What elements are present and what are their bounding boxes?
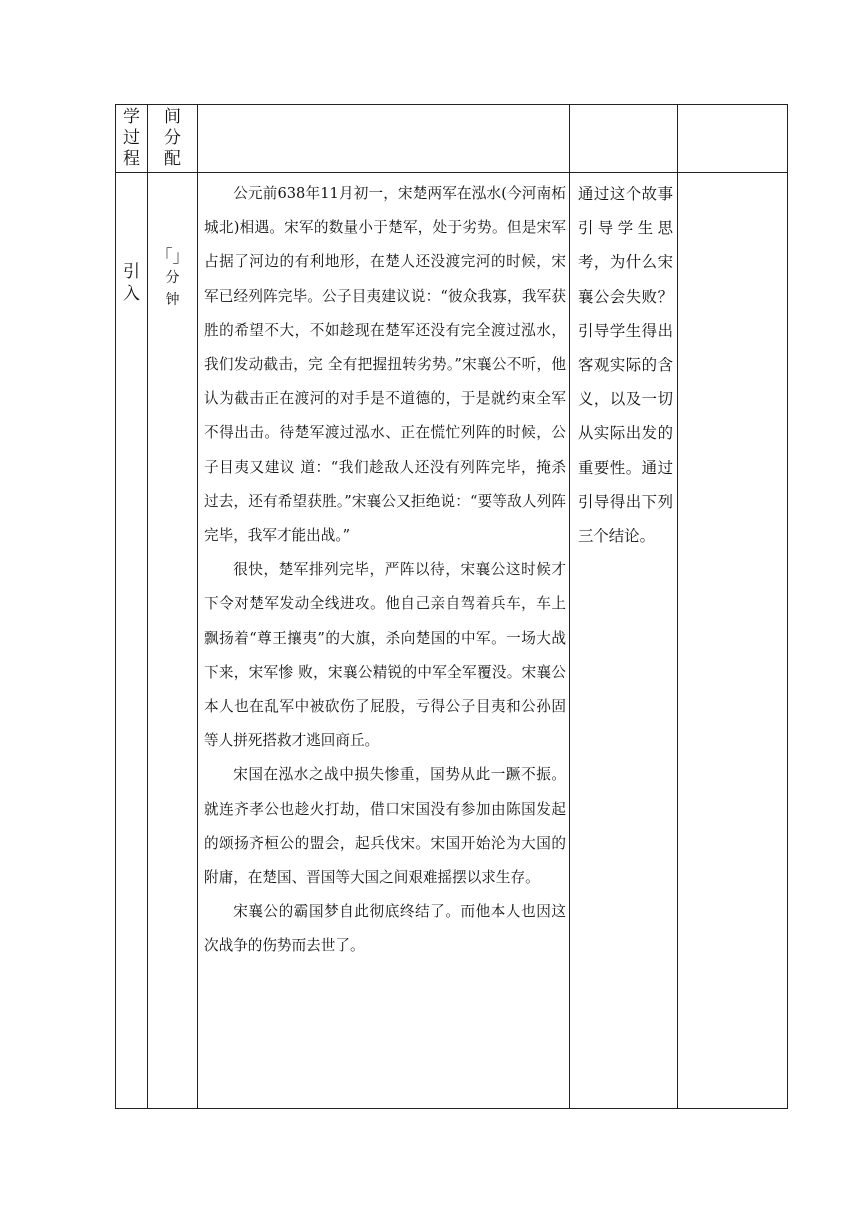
extra-cell [678,173,788,1109]
time-unit-char: 钟 [165,292,180,308]
header-time-cell [148,105,198,173]
story-paragraph: 宋国在泓水之战中损失惨重，国势从此一蹶不振。就连齐孝公也趁火打劫，借口宋国没有参加由陈国发起的颂扬齐桓公的盟会，起兵伐宋。宋国开始沦为大国的附庸，在楚国、晋国等大国之间艰难摇摆以求生存。 [204,766,566,887]
stage-cell [116,173,148,1109]
teacher-note: 通过这个故事引导学生思考，为什么宋襄公会失败？引导学生得出客观实际的含义，以及一切从实际出发的重要性。通过引导得出下列三个结论。 [578,185,673,546]
story-paragraph: 很快，楚军排列完毕，严阵以待，宋襄公这时候才下令对楚军发动全线进攻。他自己亲自驾着兵车，车上飘扬着“尊王攘夷”的大旗，杀向楚国的中军。一场大战下来，宋军惨 败，宋襄公精锐的中军全军覆没。宋襄公本人也在乱军中被砍伤了屁股，亏得公子目夷和公孙固等人拼死搭救才逃回商丘。 [204,561,566,750]
header-stage-char: 学 [123,107,140,127]
lesson-plan-table [115,104,788,1109]
header-note-cell [570,105,678,173]
header-time-char: 配 [164,149,181,169]
header-extra-cell [678,105,788,173]
header-time-char: 间 [164,107,181,127]
stage-char: 引 [123,262,140,282]
header-stage-cell [116,105,148,173]
story-paragraph: 公元前638年11月初一，宋楚两军在泓水(今河南柘城北)相遇。宋军的数量小于楚军，处于劣势。但是宋军占据了河边的有利地形，在楚人还没渡完河的时候，宋军已经列阵完毕。公子目夷建议说：“彼众我寡，我军获胜的希望不大，不如趁现在楚军还没有完全渡过泓水，我们发动截击，完 全有把握扭转劣势。”宋襄公不听，他认为截击正在渡河的对手是不道德的，于是就约束全军不得出击。待楚军渡过泓水、正在慌忙列阵的时候，公子目夷又建议 道：“我们趁敌人还没有列阵完毕，掩杀过去，还有希望获胜。”宋襄公又拒绝说：“要等敌人列阵完毕，我军才能出战。” [204,185,566,545]
stage-char: 入 [123,284,140,304]
intro-row [116,173,788,1109]
time-cell [148,173,198,1109]
header-stage-char: 过 [123,128,140,148]
header-content-cell [198,105,570,173]
header-stage-char: 程 [123,149,140,169]
story-cell [198,173,570,1109]
header-time-char: 分 [164,128,181,148]
time-unit-char: 分 [165,270,180,286]
header-row [116,105,788,173]
story-paragraph: 宋襄公的霸国梦自此彻底终结了。而他本人也因这次战争的伤势而去世了。 [204,903,566,955]
teacher-note-cell [570,173,678,1109]
time-placeholder: 「」 [155,247,190,267]
